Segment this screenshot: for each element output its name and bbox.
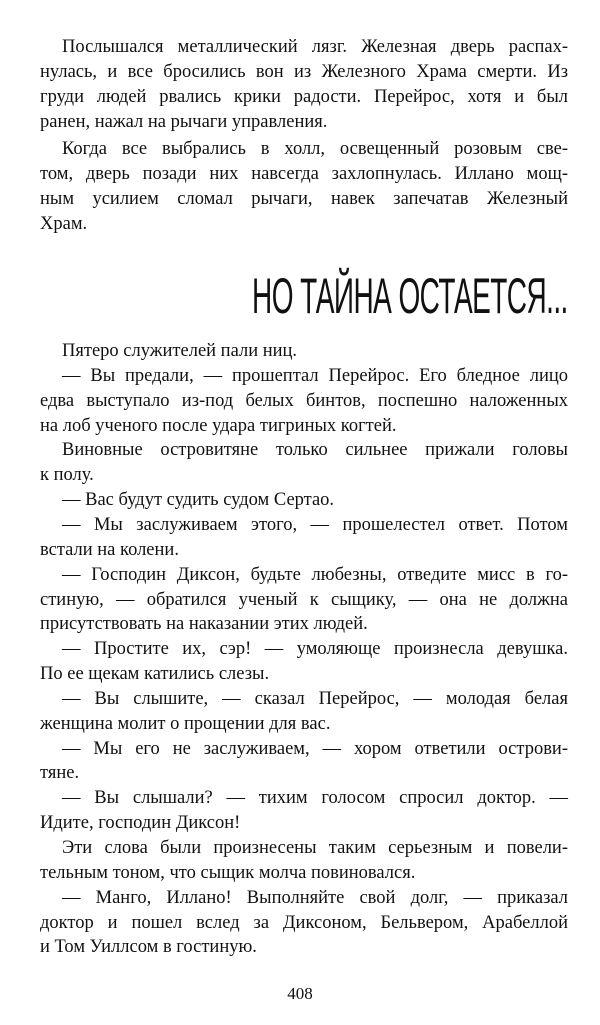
text-line: — Господин Диксон, будьте любезны, отведите мисс в го- bbox=[62, 564, 568, 585]
text-line: Храм. bbox=[40, 214, 88, 234]
text-line: тельным тоном, что сыщик молча повиновался. bbox=[40, 862, 416, 883]
text-line: на лоб ученого после удара тигриных когтей. bbox=[40, 415, 397, 436]
page-number: 408 bbox=[287, 984, 313, 1003]
text-line: Когда все выбрались в холл, освещенный розовым све- bbox=[62, 139, 568, 159]
text-line: Эти слова были произнесены таким серьезным и повели- bbox=[62, 838, 568, 858]
text-line: и Том Уиллсом в гостиную. bbox=[40, 937, 257, 958]
text-line: — Вы слышали? — тихим голосом спросил доктор. — bbox=[62, 788, 568, 809]
text-line: присутствовать на наказании этих людей. bbox=[40, 614, 368, 635]
text-line: — Вас будут судить судом Сертао. bbox=[62, 490, 335, 511]
text-line: ным усилием сломал рычаги, навек запечатав Железный bbox=[40, 189, 568, 209]
text-line: Пятеро служителей пали ниц. bbox=[62, 341, 298, 361]
text-line: — Простите их, сэр! — умоляюще произнесла девушка. bbox=[62, 639, 568, 660]
text-line: — Мы его не заслуживаем, — хором ответили острови- bbox=[62, 738, 568, 759]
text-line: стиную, — обратился ученый к сыщику, — она не должна bbox=[40, 589, 568, 610]
text-line: — Мы заслуживаем этого, — прошелестел ответ. Потом bbox=[62, 514, 568, 535]
text-line: том, дверь позади них навсегда захлопнулась. Иллано мощ- bbox=[40, 164, 568, 184]
text-line: нулась, и все бросились вон из Железного Храма смерти. Из bbox=[40, 62, 568, 82]
text-line: доктор и пошел вслед за Диксоном, Бельвером, Арабеллой bbox=[40, 912, 568, 933]
text-line: к полу. bbox=[40, 465, 94, 486]
text-line: Виновные островитяне только сильнее прижали головы bbox=[62, 440, 568, 461]
text-line: женщина молит о прощении для вас. bbox=[40, 713, 331, 734]
text-line: ранен, нажал на рычаги управления. bbox=[40, 112, 328, 132]
chapter-heading: НО ТАЙНА ОСТАЕТСЯ... bbox=[252, 268, 568, 324]
text-line: Идите, господин Диксон! bbox=[40, 813, 241, 834]
text-line: — Манго, Иллано! Выполняйте свой долг, — приказал bbox=[62, 887, 568, 908]
text-line: По ее щекам катились слезы. bbox=[40, 664, 270, 685]
text-line: тяне. bbox=[40, 763, 80, 784]
text-line: встали на колени. bbox=[40, 539, 179, 560]
text-line: груди людей рвались крики радости. Перейрос, хотя и был bbox=[40, 87, 568, 107]
text-line: едва выступало из-под белых бинтов, поспешно наложенных bbox=[40, 390, 568, 411]
text-line: Послышался металлический лязг. Железная дверь распах- bbox=[62, 37, 568, 57]
text-line: — Вы слышите, — сказал Перейрос, — молодая белая bbox=[62, 688, 568, 709]
text-line: — Вы предали, — прошептал Перейрос. Его бледное лицо bbox=[62, 365, 568, 386]
